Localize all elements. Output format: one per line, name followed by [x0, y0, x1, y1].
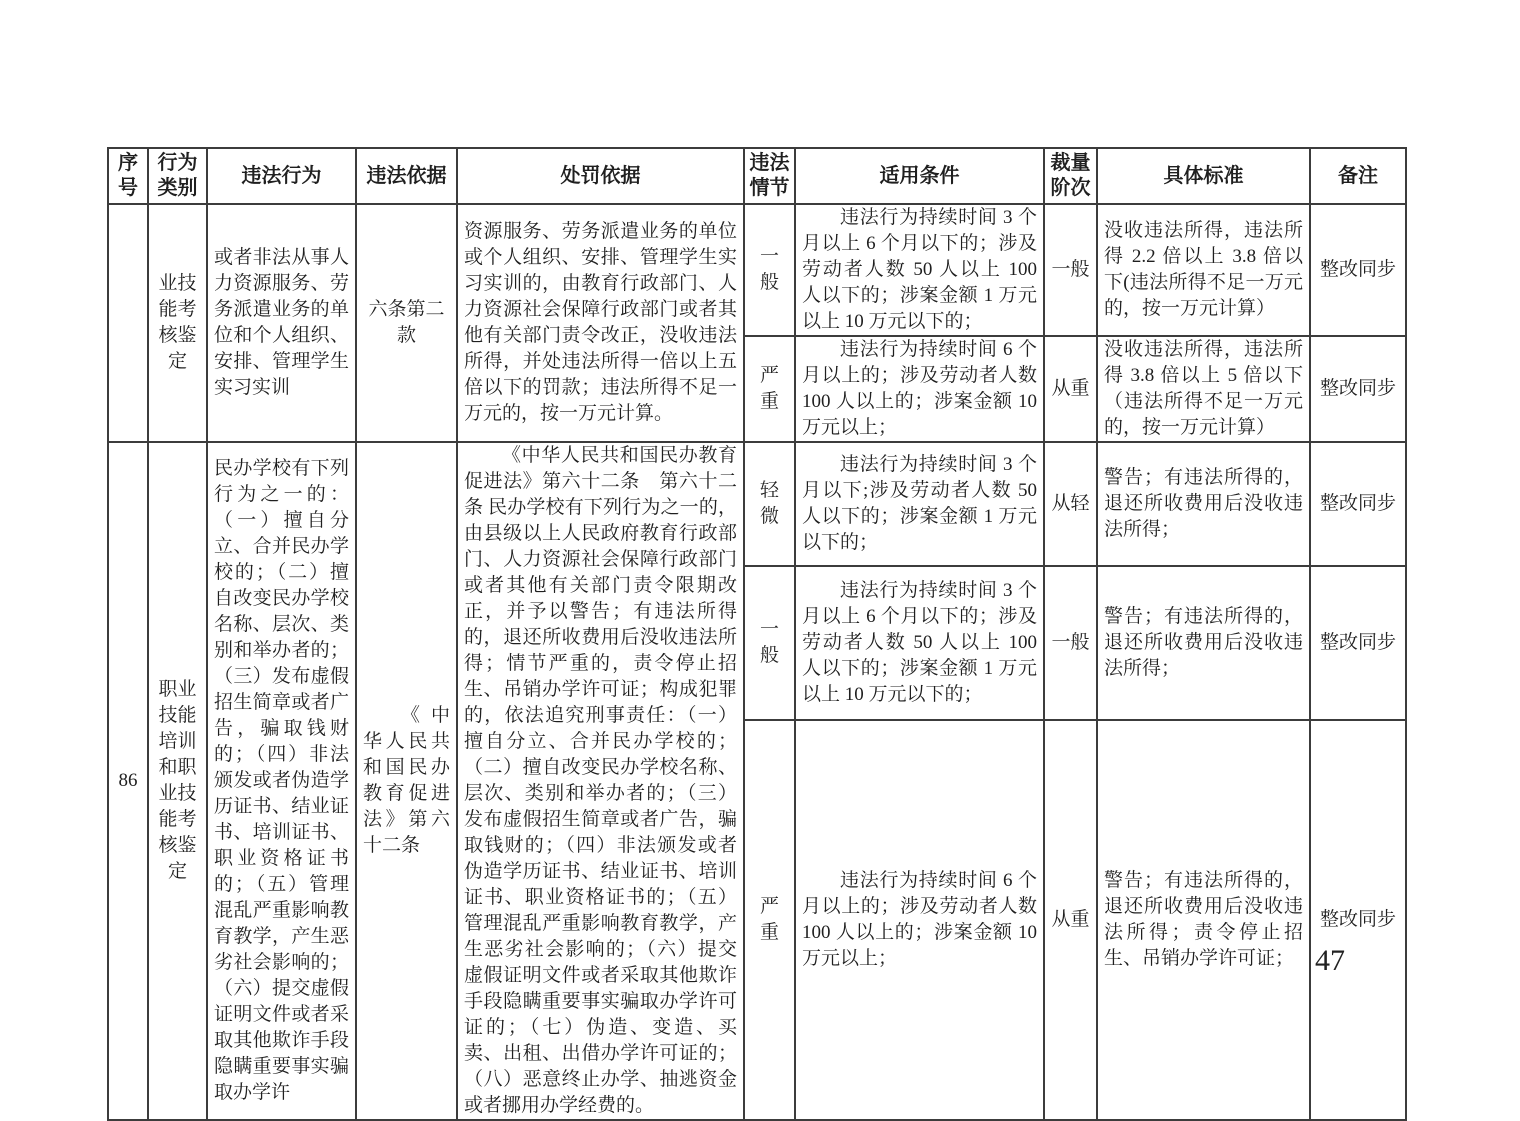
penalty-discretion-table	[107, 147, 1407, 1121]
cell-standard: 警告；有违法所得的，退还所收费用后没收违法所得；	[1097, 442, 1310, 566]
cell-conditions: 违法行为持续时间 3 个月以上 6 个月以下的；涉及劳动者人数 50 人以上 100 人以下的；涉案金额 1 万元以上 10 万元以下的；	[795, 204, 1044, 336]
cell-category: 业技能考核鉴定	[148, 204, 207, 442]
cell-remark: 整改同步	[1310, 336, 1406, 442]
cell-level: 从轻	[1044, 442, 1097, 566]
header-conditions: 适用条件	[795, 148, 1044, 204]
cell-level: 一般	[1044, 204, 1097, 336]
cell-severity: 严重	[744, 720, 795, 1120]
cell-penalty-basis: 《中华人民共和国民办教育促进法》第六十二条 第六十二条 民办学校有下列行为之一的，由县级以上人民政府教育行政部门、人力资源社会保障行政部门或者其他有关部门责令限期改正，并予以警告；有违法所得的，退还所收费用后没收违法所得；情节严重的，责令停止招生、吊销办学许可证；构成犯罪的，依法追究刑事责任：（一）擅自分立、合并民办学校的；（二）擅自改变民办学校名称、层次、类别和举办者的；（三）发布虚假招生简章或者广告，骗取钱财的；（四）非法颁发或者伪造学历证书、结业证书、培训证书、职业资格证书的；（五）管理混乱严重影响教育教学，产生恶劣社会影响的；（六）提交虚假证明文件或者采取其他欺诈手段隐瞒重要事实骗取办学许可证的；（七）伪造、变造、买卖、出租、出借办学许可证的；（八）恶意终止办学、抽逃资金或者挪用办学经费的。	[457, 442, 744, 1120]
cell-legal-basis: 六条第二款	[356, 204, 457, 442]
header-standard: 具体标准	[1097, 148, 1310, 204]
cell-standard: 没收违法所得，违法所得 3.8 倍以上 5 倍以下（违法所得不足一万元的，按一万元计算）	[1097, 336, 1310, 442]
cell-remark: 整改同步	[1310, 442, 1406, 566]
header-remark: 备注	[1310, 148, 1406, 204]
cell-category: 职业技能培训和职业技能考核鉴定	[148, 442, 207, 1120]
cell-legal-basis: 《中华人民共和国民办教育促进法》第六十二条	[356, 442, 457, 1120]
table-header-row	[108, 148, 1406, 204]
table-row	[108, 442, 1406, 566]
cell-severity: 严重	[744, 336, 795, 442]
cell-level: 从重	[1044, 720, 1097, 1120]
cell-standard: 没收违法所得，违法所得 2.2 倍以上 3.8 倍以下(违法所得不足一万元的，按一万元计算）	[1097, 204, 1310, 336]
cell-standard: 警告；有违法所得的，退还所收费用后没收违法所得；责令停止招生、吊销办学许可证；	[1097, 720, 1310, 1120]
cell-illegal-act: 民办学校有下列行为之一的：（一）擅自分立、合并民办学校的；（二）擅自改变民办学校名称、层次、类别和举办者的；（三）发布虚假招生简章或者广告，骗取钱财的；（四）非法颁发或者伪造学历证书、结业证书、培训证书、职业资格证书的；（五）管理混乱严重影响教育教学，产生恶劣社会影响的；（六）提交虚假证明文件或者采取其他欺诈手段隐瞒重要事实骗取办学许	[207, 442, 356, 1120]
cell-seq: 86	[108, 442, 148, 1120]
cell-level: 从重	[1044, 336, 1097, 442]
cell-level: 一般	[1044, 566, 1097, 720]
cell-seq	[108, 204, 148, 442]
header-severity: 违法情节	[744, 148, 795, 204]
header-category: 行为类别	[148, 148, 207, 204]
cell-conditions: 违法行为持续时间 3 个月以下;涉及劳动者人数 50 人以下的；涉案金额 1 万元以下的；	[795, 442, 1044, 566]
cell-severity: 一般	[744, 566, 795, 720]
cell-severity: 轻微	[744, 442, 795, 566]
cell-illegal-act: 或者非法从事人力资源服务、劳务派遣业务的单位和个人组织、安排、管理学生实习实训	[207, 204, 356, 442]
cell-remark: 整改同步	[1310, 566, 1406, 720]
header-level: 裁量阶次	[1044, 148, 1097, 204]
cell-severity: 一般	[744, 204, 795, 336]
header-seq: 序号	[108, 148, 148, 204]
cell-conditions: 违法行为持续时间 6 个月以上的；涉及劳动者人数 100 人以上的；涉案金额 10 万元以上；	[795, 336, 1044, 442]
cell-remark: 整改同步	[1310, 720, 1406, 1120]
table-row	[108, 204, 1406, 336]
cell-penalty-basis: 资源服务、劳务派遣业务的单位或个人组织、安排、管理学生实习实训的，由教育行政部门、人力资源社会保障行政部门或者其他有关部门责令改正，没收违法所得，并处违法所得一倍以上五倍以下的罚款；违法所得不足一万元的，按一万元计算。	[457, 204, 744, 442]
header-penalty-basis: 处罚依据	[457, 148, 744, 204]
header-illegal-act: 违法行为	[207, 148, 356, 204]
cell-standard: 警告；有违法所得的，退还所收费用后没收违法所得；	[1097, 566, 1310, 720]
cell-conditions: 违法行为持续时间 3 个月以上 6 个月以下的；涉及劳动者人数 50 人以上 100 人以下的；涉案金额 1 万元以上 10 万元以下的；	[795, 566, 1044, 720]
page-number: 47	[1315, 944, 1345, 977]
header-legal-basis: 违法依据	[356, 148, 457, 204]
cell-conditions: 违法行为持续时间 6 个月以上的；涉及劳动者人数 100 人以上的；涉案金额 10 万元以上；	[795, 720, 1044, 1120]
cell-remark: 整改同步	[1310, 204, 1406, 336]
